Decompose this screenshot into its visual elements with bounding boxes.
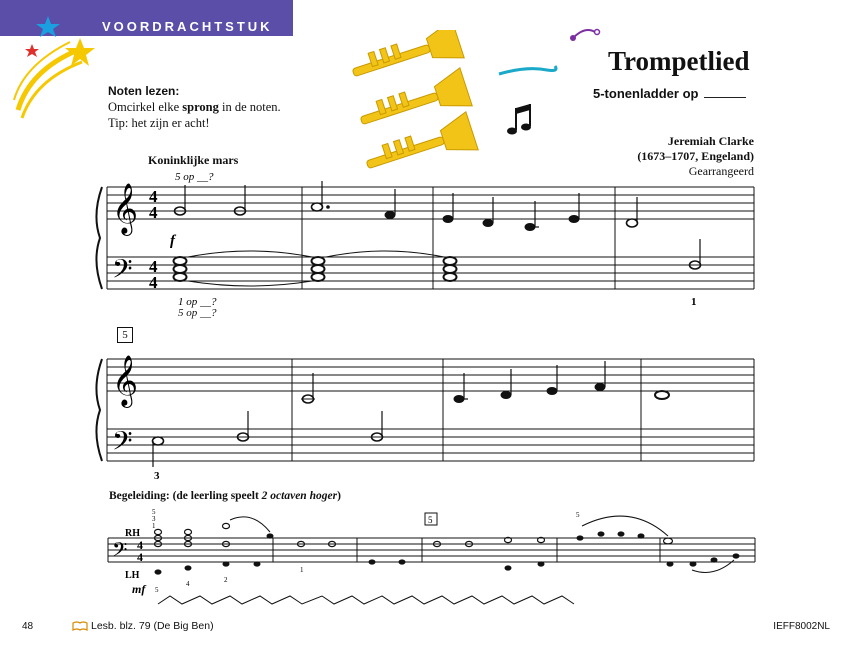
instr-text-a: Omcirkel elke [108, 100, 183, 114]
dynamic-mf: mf [132, 582, 146, 596]
svg-text:4: 4 [149, 187, 158, 206]
section-label: VOORDRACHTSTUK [102, 19, 273, 34]
music-system-1 [90, 165, 760, 310]
music-note-icon [505, 100, 535, 140]
page-title: Trompetlied [608, 46, 750, 76]
stars-icon [0, 0, 110, 130]
lesson-reference [72, 620, 214, 632]
instructions-heading: Noten lezen: [108, 84, 180, 98]
finger-rh: 5 [152, 508, 156, 516]
finger-number: 5 [576, 511, 580, 519]
instr-text-c: in de noten. [218, 100, 281, 114]
lh-position-label-1: 1 op __? [178, 296, 217, 308]
svg-text:4: 4 [149, 203, 158, 222]
finger-lh: 5 [155, 586, 159, 594]
acc-label-b: 2 octaven hoger [261, 490, 338, 502]
composer-dates: (1673–1707, Engeland) [637, 149, 754, 163]
dynamic-forte: f [170, 233, 175, 249]
tempo-marking: Koninklijke mars [148, 153, 239, 167]
note [312, 203, 323, 211]
answer-blank [704, 87, 746, 98]
svg-text:4: 4 [137, 550, 143, 564]
trumpets-icon [336, 30, 486, 170]
rh-label: RH [125, 528, 140, 539]
instructions [108, 83, 281, 131]
accompaniment-label [109, 490, 341, 502]
lh-position-label-2: 5 op __? [178, 307, 217, 319]
book-icon [72, 621, 88, 631]
svg-text:4: 4 [149, 257, 158, 276]
finger-lh: 2 [224, 576, 228, 584]
treble-clef: 𝄞 [112, 184, 139, 233]
accompaniment-staff [100, 504, 760, 608]
note [627, 219, 638, 227]
svg-text:𝄢: 𝄢 [112, 426, 133, 462]
finger-rh: 3 [152, 515, 156, 523]
hand-position-label: 5 op __? [175, 171, 214, 183]
acc-label-a: Begeleiding: (de leerling speelt [109, 490, 262, 502]
svg-text:4: 4 [149, 273, 158, 292]
bass-clef: 𝄢 [112, 254, 133, 290]
svg-text:𝄢: 𝄢 [112, 540, 128, 566]
finger-number: 1 [691, 296, 697, 308]
subtitle-text: 5-tonenladder op [593, 86, 699, 101]
instr-text-b: sprong [182, 100, 219, 114]
svg-text:𝄞: 𝄞 [112, 356, 139, 405]
instructions-line1 [108, 99, 281, 115]
lesson-reference-text: Lesb. blz. 79 (De Big Ben) [91, 620, 214, 632]
arranged-label: Gearrangeerd [688, 164, 754, 178]
lh-label: LH [125, 570, 140, 581]
subtitle [593, 86, 746, 101]
svg-text:4: 4 [137, 538, 143, 552]
music-system-2 [90, 345, 760, 485]
catalog-code: IEFF8002NL [773, 621, 830, 632]
measure-number: 5 [117, 327, 133, 343]
page-number: 48 [22, 621, 34, 632]
instructions-line2: Tip: het zijn er acht! [108, 116, 210, 130]
swirl-icon [497, 18, 607, 80]
finger-number: 3 [154, 470, 160, 482]
composer-name: Jeremiah Clarke [667, 134, 754, 148]
measure-number: 5 [428, 515, 433, 525]
acc-label-c: ) [337, 490, 341, 502]
finger-rh: 1 [152, 522, 156, 530]
finger-lh: 4 [186, 580, 190, 588]
finger-lh: 1 [300, 566, 304, 574]
